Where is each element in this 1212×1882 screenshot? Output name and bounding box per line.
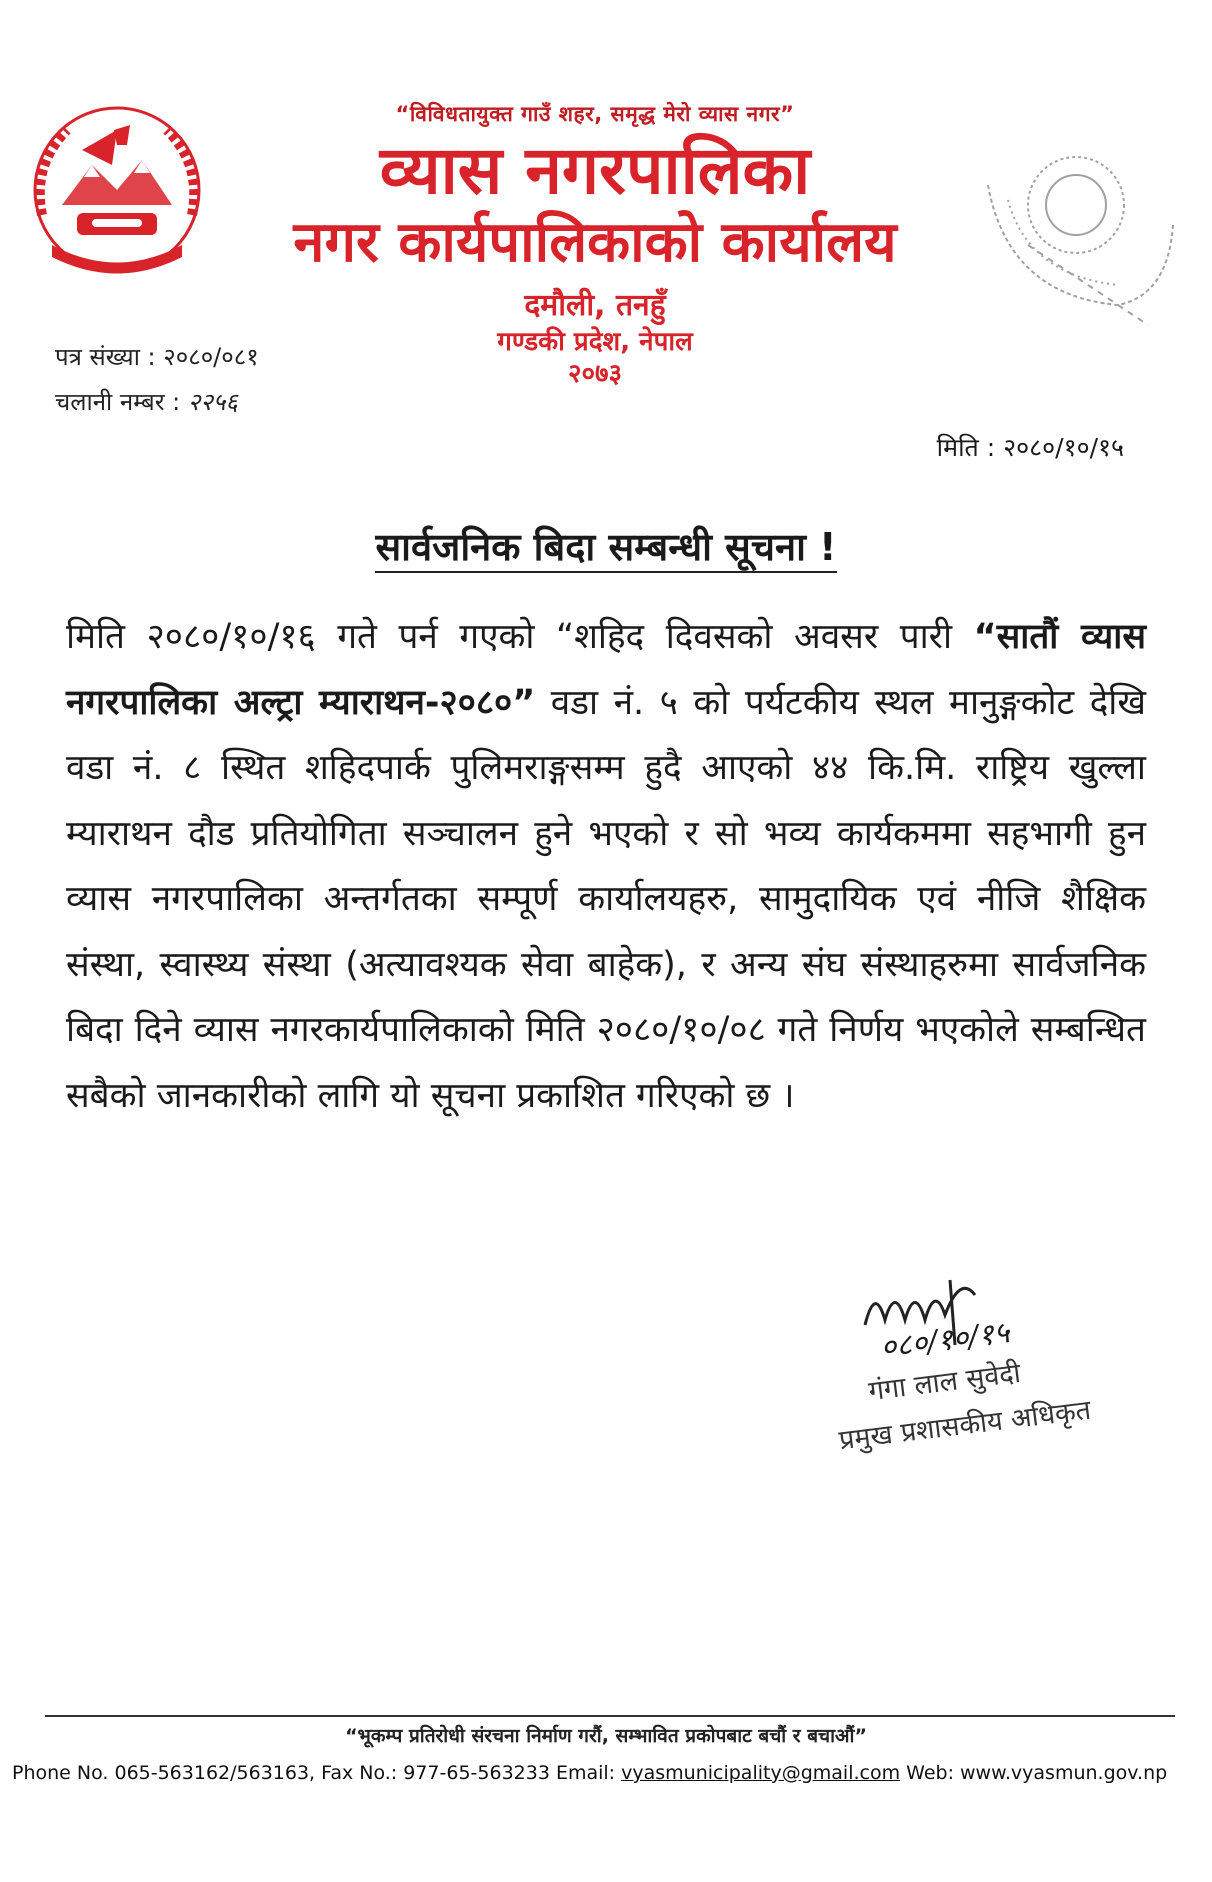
notice-title — [0, 520, 1212, 572]
letter-number-label: पत्र संख्या : — [55, 343, 156, 371]
letter-number-value: २०८०/०८१ — [163, 343, 259, 371]
date-value: २०८०/१०/१५ — [1003, 433, 1124, 462]
body-intro: मिति २०८०/१०/१६ गते पर्न गएको “शहिद दिवसको अवसर पारी — [66, 617, 974, 657]
footer-divider — [45, 1715, 1175, 1717]
notice-body — [66, 605, 1146, 1129]
letter-date — [937, 430, 1124, 464]
signatory-title: प्रमुख प्रशासकीय अधिकृत — [837, 1394, 1093, 1457]
date-label: मिति : — [936, 433, 996, 462]
dispatch-number-label: चलानी नम्बर : — [55, 388, 181, 416]
body-rest: वडा नं. ५ को पर्यटकीय स्थल मानुङ्गकोट देखि वडा नं. ८ स्थित शहिदपार्क पुलिमराङ्गसम्म हुदै आएको ४४ कि.मि. राष्ट्रिय खुल्ला म्याराथन दौड प्रतियोगिता सञ्चालन हुने भएको र सो भव्य कार्यकममा सहभागी हुन व्यास नगरपालिका अन्तर्गतका सम्पूर्ण कार्यालयहरु, सामुदायिक एवं नीजि शैक्षिक संस्था, स्वास्थ्य संस्था (अत्यावश्यक सेवा बाहेक), र अन्य संघ संस्थाहरुमा सार्वजनिक बिदा दिने व्यास नगरकार्यपालिकाको मिति २०८०/१०/०८ गते निर्णय भएकोले सम्बन्धित सबैको जानकारीको लागि यो सूचना प्रकाशित गरिएको छ । — [66, 682, 1146, 1116]
footer-web-label: Web: — [900, 1762, 961, 1784]
letter-number — [55, 340, 259, 373]
signatory-name: गंगा लाल सुवेदी — [866, 1357, 1023, 1408]
office-address: दमौली, तनहुँ — [524, 288, 666, 323]
office-name: नगर कार्यपालिकाको कार्यालय — [293, 210, 897, 275]
notice-title-text: सार्वजनिक बिदा सम्बन्धी सूचना ! — [375, 525, 836, 573]
footer-contact — [12, 1762, 1167, 1784]
letterhead — [215, 100, 975, 390]
established-year: २०७३ — [567, 359, 623, 389]
footer-web-link[interactable]: www.vyasmun.gov.np — [960, 1762, 1168, 1784]
dispatch-number — [55, 385, 238, 418]
signature-date: ०८०/१०/१५ — [878, 1315, 1012, 1366]
office-stamp — [968, 125, 1183, 350]
letterhead-slogan: “विविधतायुक्त गाउँ शहर, समृद्ध मेरो व्यास नगर” — [395, 102, 795, 126]
municipality-name: व्यास नगरपालिका — [379, 132, 811, 209]
nepal-emblem-icon — [22, 95, 212, 285]
footer-email-link[interactable]: vyasmunicipality@gmail.com — [621, 1762, 901, 1784]
dispatch-number-value: २२५६ — [187, 388, 238, 416]
footer-phone: Phone No. 065-563162/563163, Fax No.: 977-65-563233 — [12, 1762, 550, 1784]
footer-slogan: “भूकम्प प्रतिरोधी संरचना निर्माण गरौं, सम्भावित प्रकोपबाट बचौं र बचाऔं” — [345, 1725, 867, 1747]
body-event-name: “सातौं व्यास नगरपालिका अल्ट्रा म्याराथन-२०८०” — [66, 617, 1146, 723]
province-line: गण्डकी प्रदेश, नेपाल — [497, 327, 693, 357]
footer-email-label: Email: — [549, 1762, 622, 1784]
